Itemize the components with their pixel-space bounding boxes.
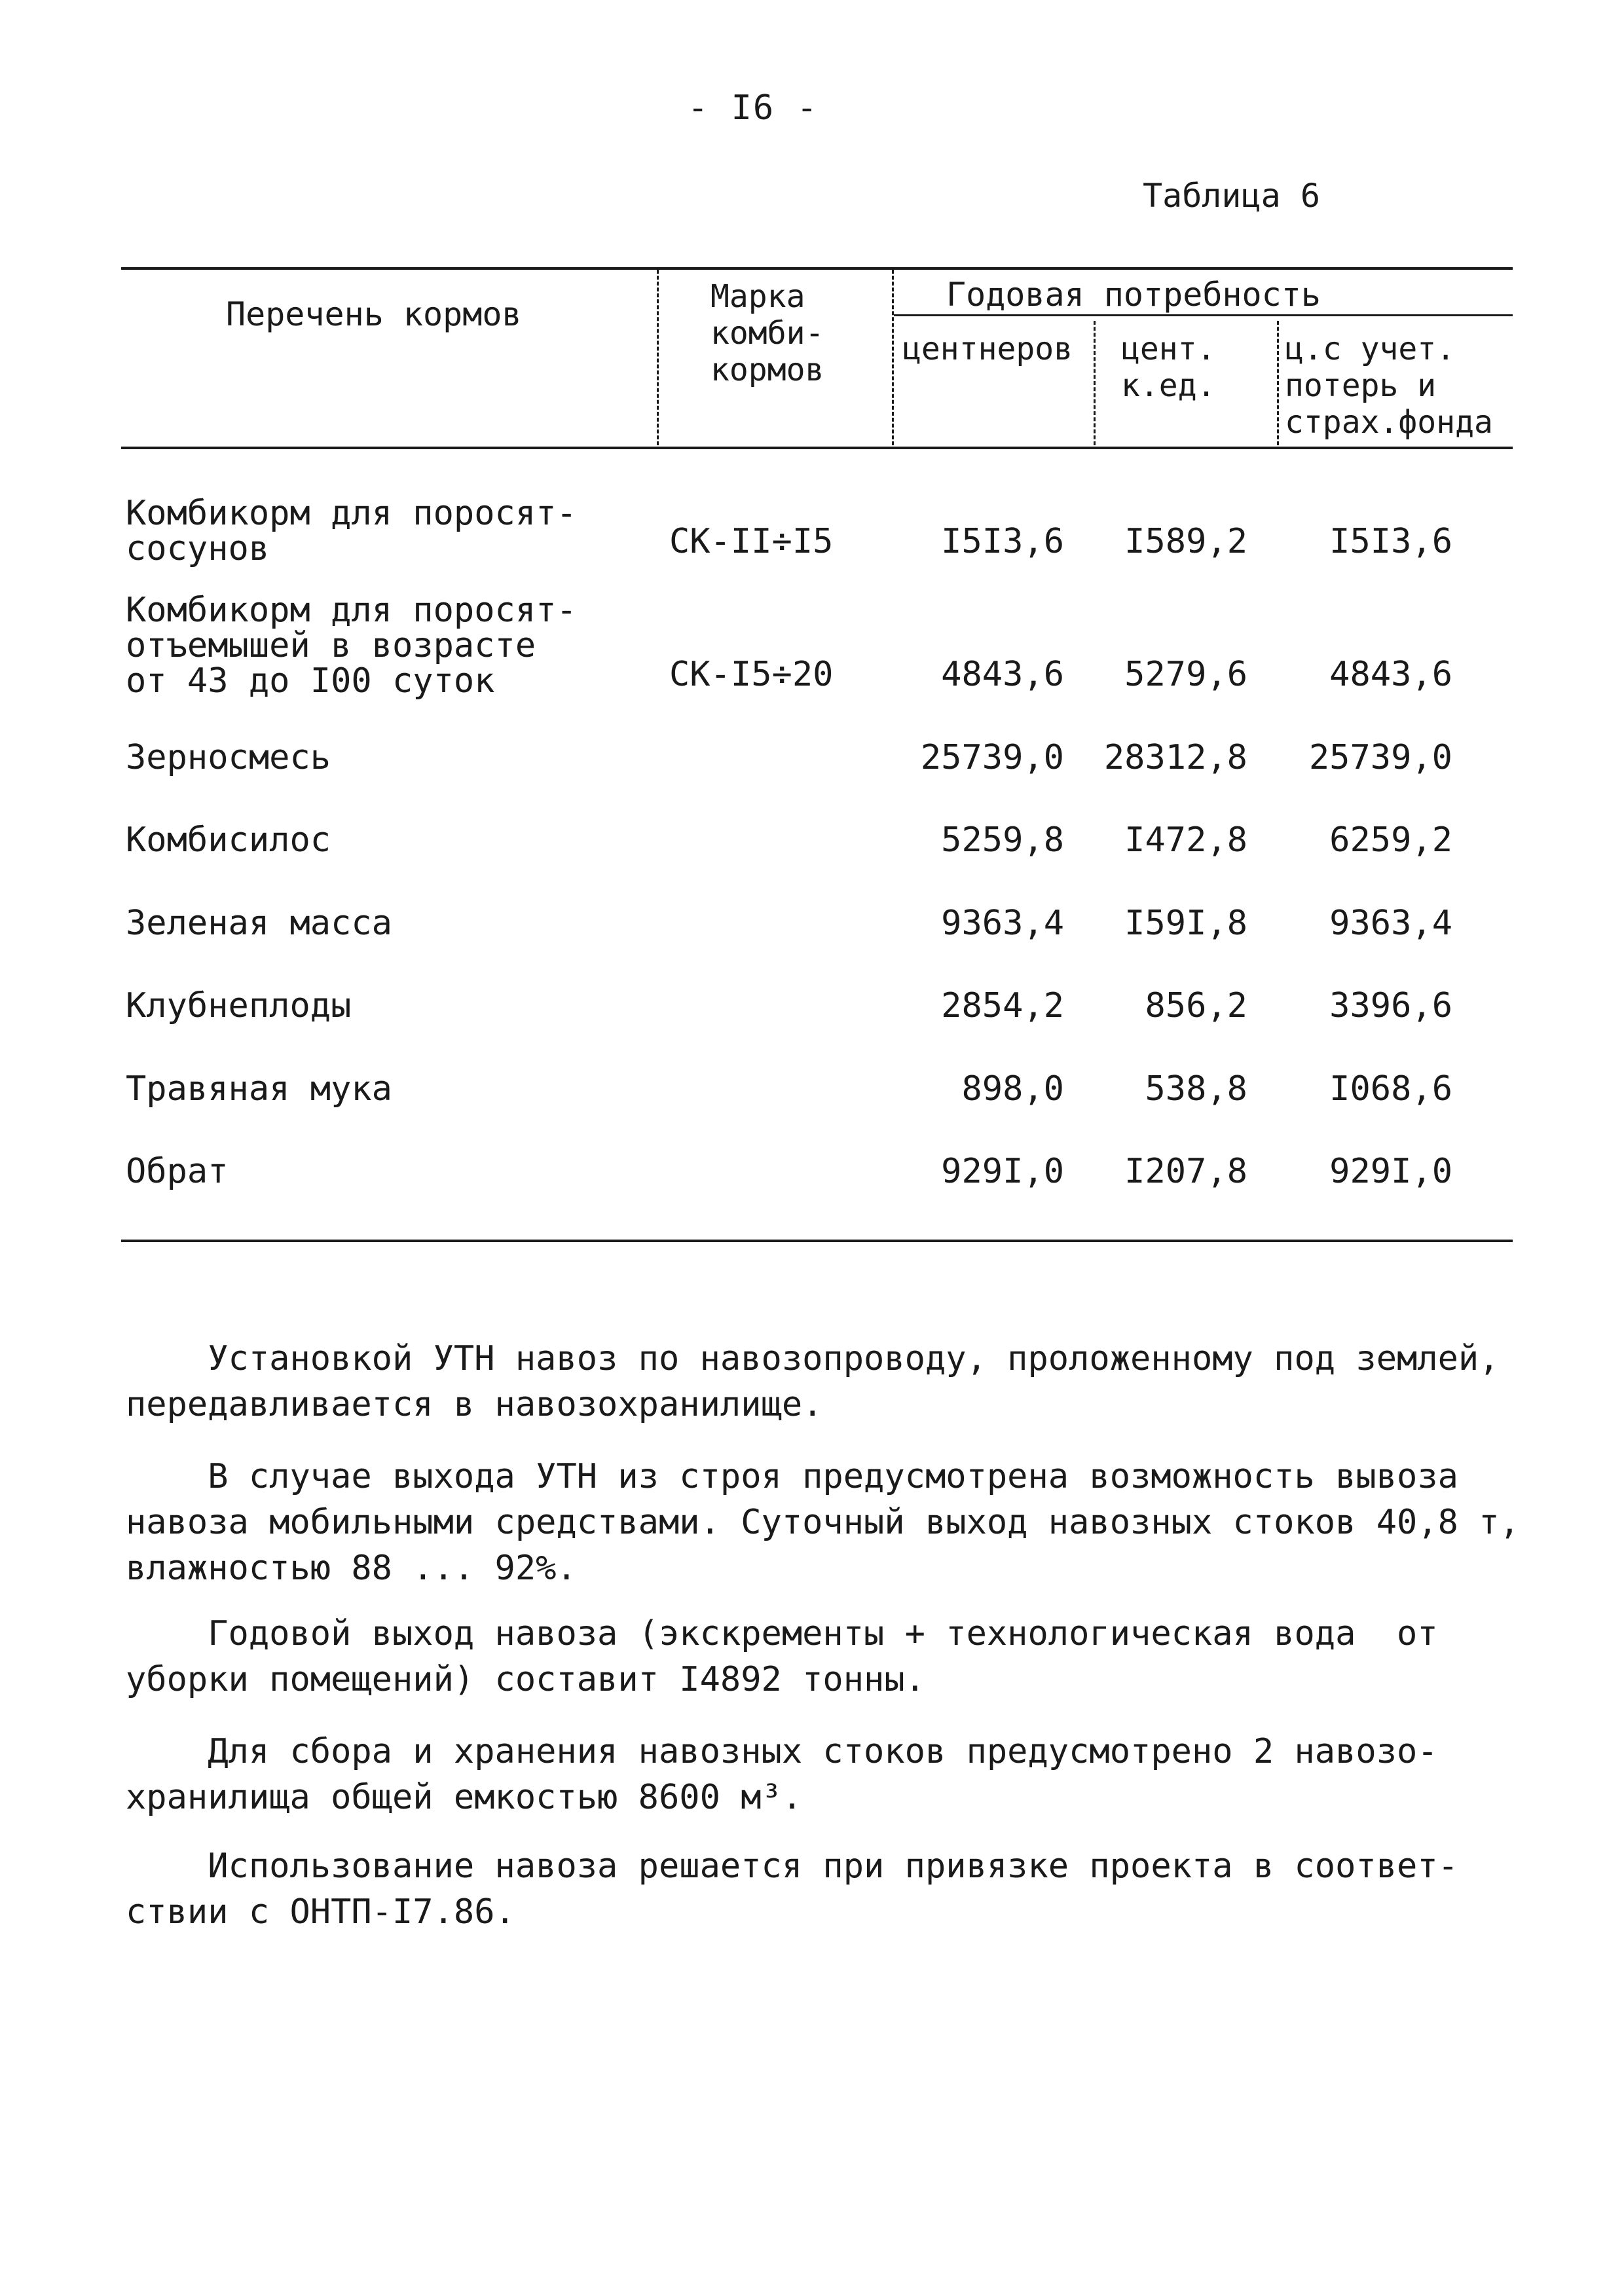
header-feed-units: цент. к.ед. — [1121, 331, 1216, 404]
row-feed-units: I207,8 — [1124, 1152, 1247, 1191]
header-feed-list: Перечень кормов — [226, 295, 522, 333]
row-centners: 5259,8 — [941, 820, 1064, 860]
row-feed-name: Клубнеплоды — [126, 986, 352, 1025]
row-centners: 25739,0 — [920, 738, 1064, 777]
row-feed-name: Комбикорм для поросят- сосунов — [126, 494, 577, 568]
annual-need-underline — [894, 314, 1513, 316]
row-centners: 2854,2 — [941, 986, 1064, 1025]
row-centners: 4843,6 — [941, 655, 1064, 694]
column-divider-2 — [892, 270, 894, 445]
row-feed-name: Травяная мука — [126, 1069, 392, 1109]
paragraph: В случае выхода УТН из строя предусмотрена возможность вывоза навоза мобильными средствами. Суточный выход навозных стоков 40,8 т, влажностью 88 ... 92%. — [126, 1457, 1520, 1588]
column-divider-1 — [657, 270, 659, 445]
row-centners: 898,0 — [961, 1069, 1064, 1109]
row-with-losses: 929I,0 — [1329, 1152, 1452, 1191]
paragraph: Годовой выход навоза (экскременты + технологическая вода от уборки помещений) составит I4892 тонны. — [126, 1614, 1438, 1699]
paragraph: Для сбора и хранения навозных стоков предусмотрено 2 навозо- хранилища общей емкостью 8600 м³. — [126, 1732, 1438, 1817]
paragraph: Установкой УТН навоз по навозопроводу, проложенному под землей, передавливается в навозохранилище. — [126, 1339, 1500, 1424]
header-annual-need: Годовая потребность — [946, 276, 1321, 314]
row-with-losses: 3396,6 — [1329, 986, 1452, 1025]
row-centners: I5I3,6 — [941, 522, 1064, 561]
row-feed-units: I59I,8 — [1124, 904, 1247, 943]
row-centners: 9363,4 — [941, 904, 1064, 943]
row-with-losses: 9363,4 — [1329, 904, 1452, 943]
header-centners: центнеров — [902, 331, 1073, 367]
row-with-losses: I068,6 — [1329, 1069, 1452, 1109]
row-feed-units: 28312,8 — [1103, 738, 1247, 777]
row-feed-units: I472,8 — [1124, 820, 1247, 860]
row-with-losses: I5I3,6 — [1329, 522, 1452, 561]
row-brand: СК-I5÷20 — [669, 655, 834, 694]
table-bottom-rule — [121, 1240, 1513, 1242]
row-feed-name: Комбисилос — [126, 820, 331, 860]
header-brand: Марка комби- кормов — [710, 278, 824, 388]
row-feed-units: 538,8 — [1145, 1069, 1247, 1109]
row-feed-name: Обрат — [126, 1152, 229, 1191]
row-feed-name: Зеленая масса — [126, 904, 392, 943]
page-number: - I6 - — [688, 88, 819, 128]
column-divider-3 — [1094, 321, 1096, 445]
header-with-losses: ц.с учет. потерь и страх.фонда — [1285, 331, 1493, 441]
row-with-losses: 6259,2 — [1329, 820, 1452, 860]
column-divider-4 — [1277, 321, 1279, 445]
row-brand: СК-II÷I5 — [669, 522, 834, 561]
paragraph: Использование навоза решается при привязке проекта в соответ- ствии с ОНТП-I7.86. — [126, 1847, 1458, 1932]
row-with-losses: 4843,6 — [1329, 655, 1452, 694]
table-top-rule — [121, 267, 1513, 270]
row-feed-units: I589,2 — [1124, 522, 1247, 561]
row-centners: 929I,0 — [941, 1152, 1064, 1191]
table-caption: Таблица 6 — [1143, 177, 1320, 215]
row-feed-name: Комбикорм для поросят- отъемышей в возрасте от 43 до I00 суток — [126, 591, 577, 701]
header-bottom-rule — [121, 447, 1513, 449]
row-feed-name: Зерносмесь — [126, 738, 331, 777]
row-feed-units: 856,2 — [1145, 986, 1247, 1025]
row-feed-units: 5279,6 — [1124, 655, 1247, 694]
row-with-losses: 25739,0 — [1308, 738, 1452, 777]
